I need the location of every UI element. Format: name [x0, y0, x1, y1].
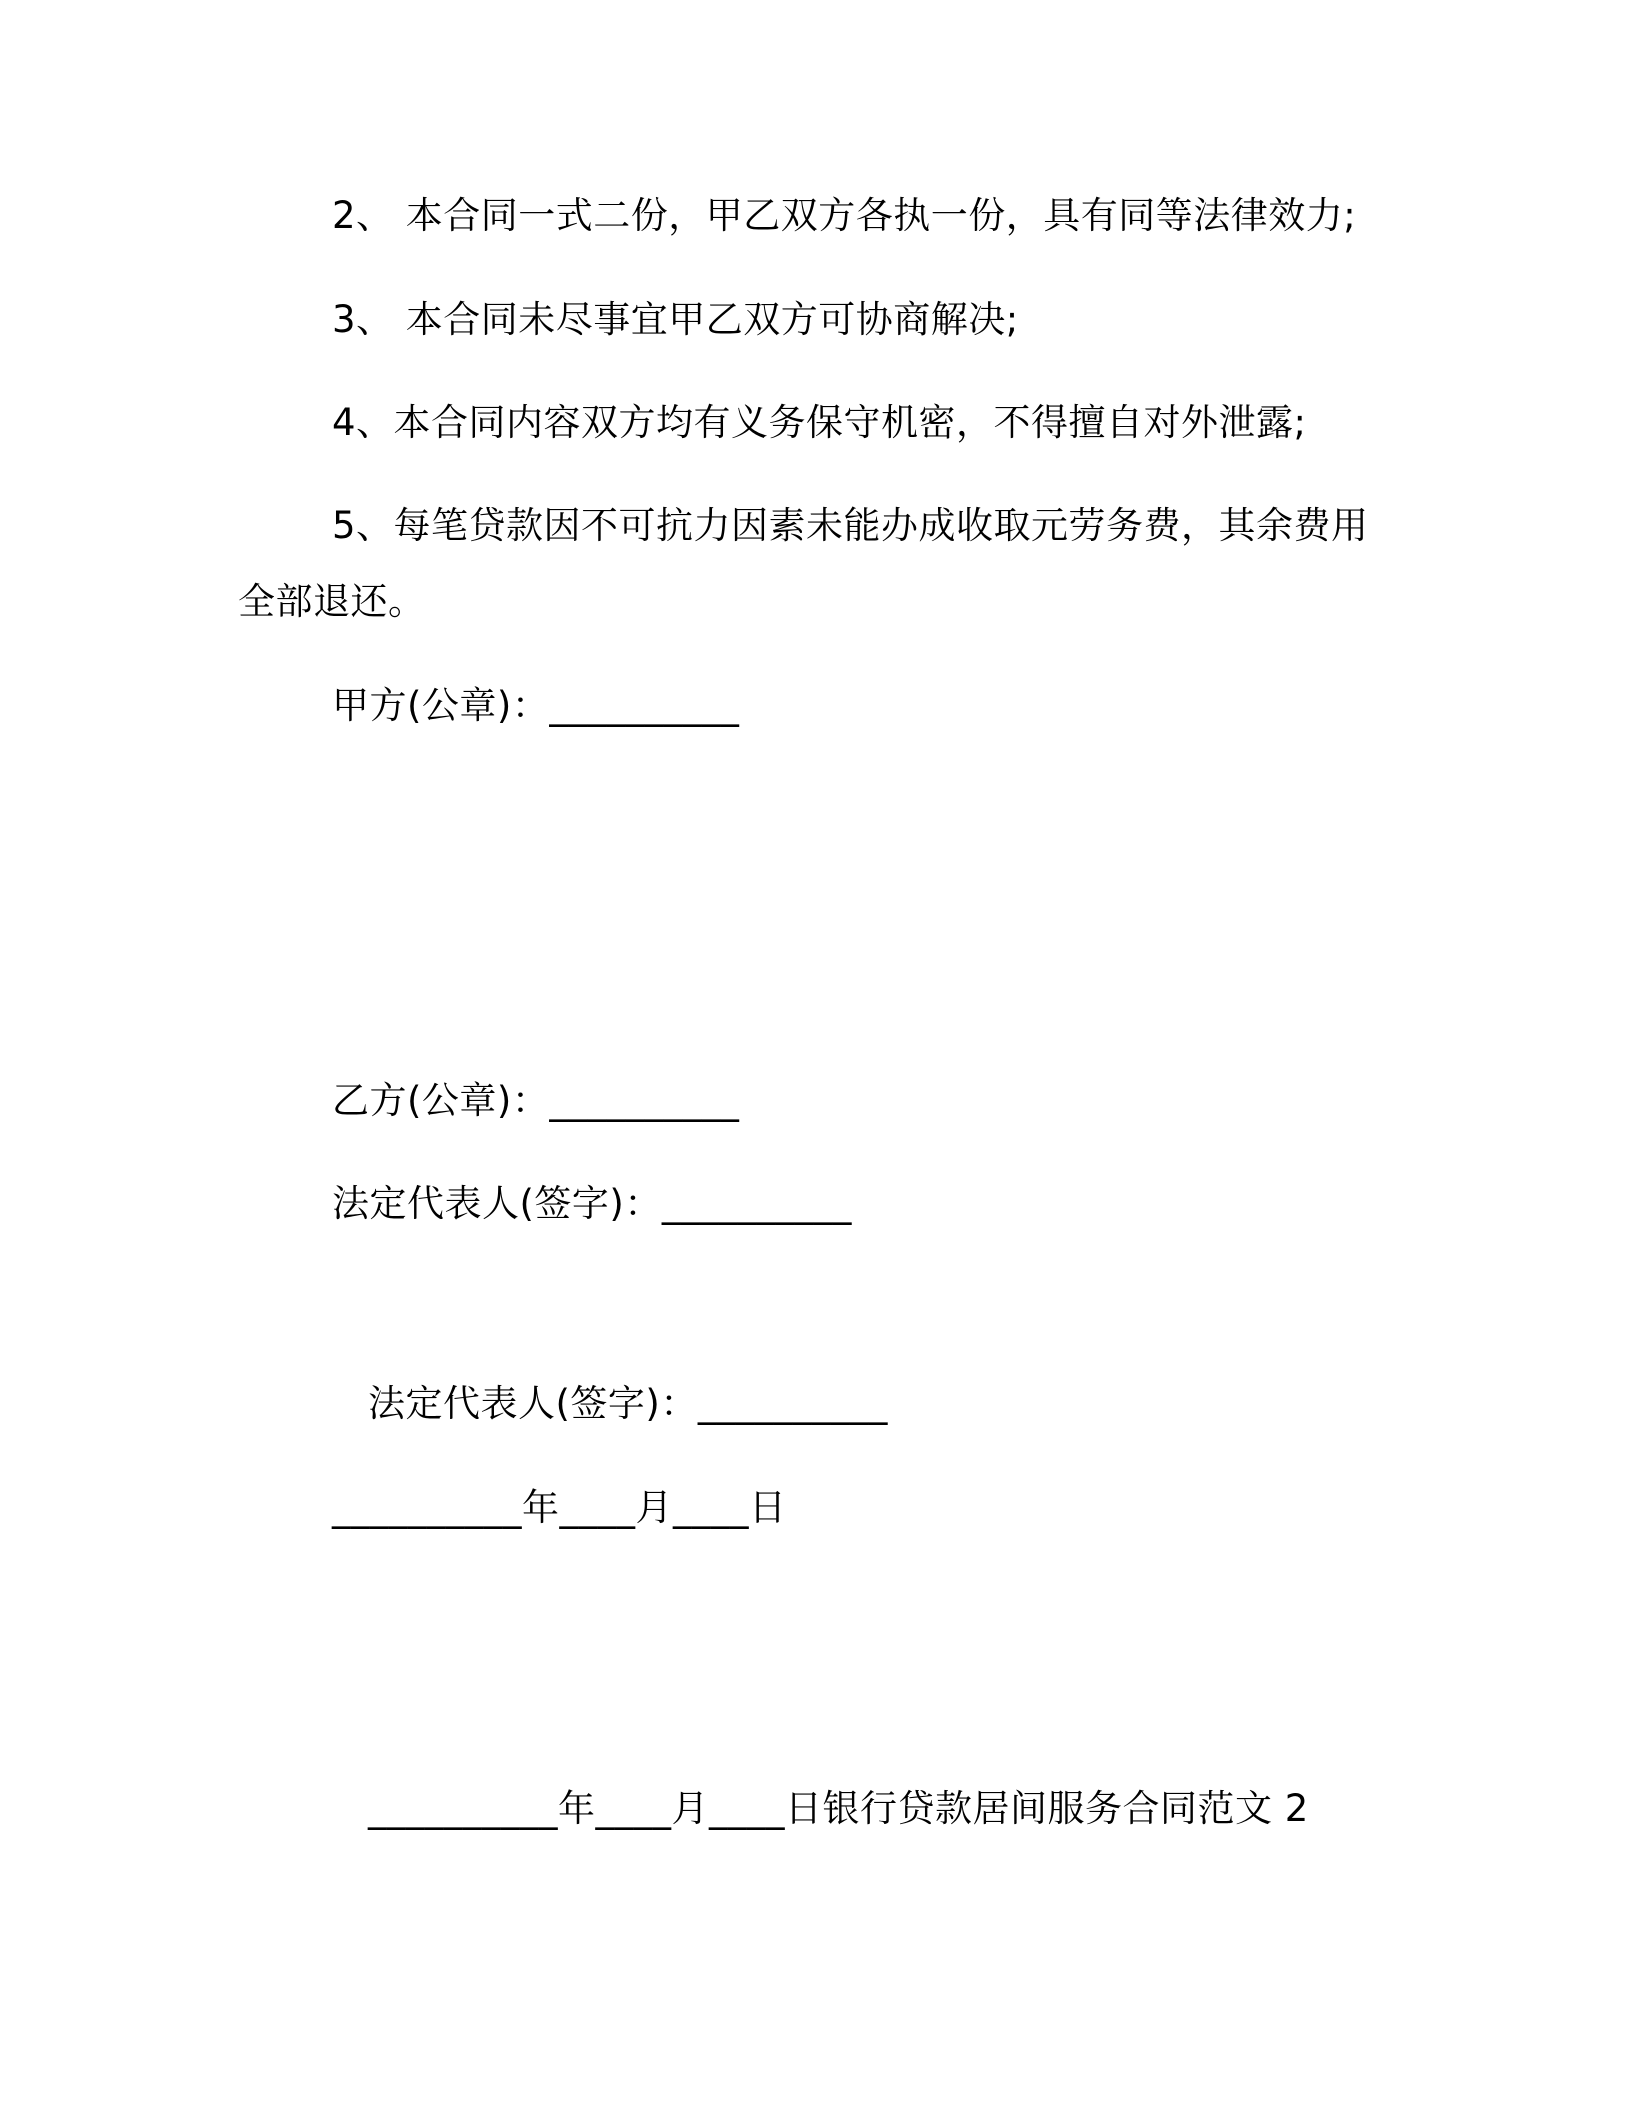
legal-representative-signature: 法定代表人(签字)：__________	[332, 1182, 852, 1225]
signing-date: __________年____月____日	[332, 1486, 787, 1529]
clause-2: 2、 本合同一式二份，甲乙双方各执一份，具有同等法律效力;	[332, 194, 1357, 237]
clause-5-continued: 全部退还。	[238, 580, 426, 623]
clause-3: 3、 本合同未尽事宜甲乙双方可协商解决;	[332, 298, 1019, 341]
clause-4: 4、本合同内容双方均有义务保守机密，不得擅自对外泄露;	[332, 401, 1307, 444]
party-a-seal: 甲方(公章)：__________	[332, 684, 740, 727]
legal-representative-signature-2: 法定代表人(签字)：__________	[368, 1382, 888, 1425]
party-b-seal: 乙方(公章)：__________	[332, 1079, 740, 1122]
clause-5: 5、每笔贷款因不可抗力因素未能办成收取元劳务费，其余费用	[332, 504, 1369, 547]
next-contract-title: __________年____月____日银行贷款居间服务合同范文 2	[368, 1787, 1309, 1830]
